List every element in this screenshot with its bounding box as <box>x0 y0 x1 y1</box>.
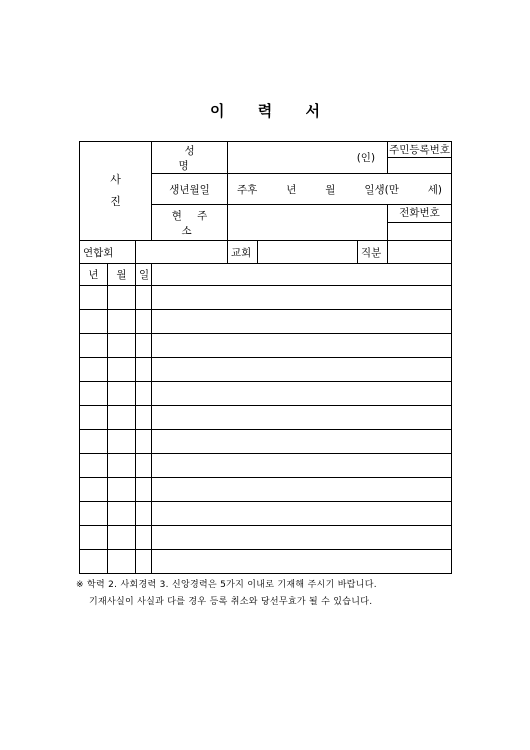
history-day-cell[interactable] <box>136 478 152 502</box>
history-month-cell[interactable] <box>108 358 136 382</box>
history-day-cell[interactable] <box>136 454 152 478</box>
history-year-cell[interactable] <box>80 406 108 430</box>
phone-cell[interactable] <box>388 205 452 241</box>
notes <box>76 577 377 611</box>
history-row <box>80 430 452 454</box>
history-row <box>80 334 452 358</box>
document-title: 이 력 서 <box>210 102 334 120</box>
history-year-cell[interactable] <box>80 310 108 334</box>
birth-day-age: 일생(만 <box>364 183 399 196</box>
history-month-cell[interactable] <box>108 382 136 406</box>
union-label: 연합회 <box>80 241 136 264</box>
history-row <box>80 358 452 382</box>
history-month-cell[interactable] <box>108 406 136 430</box>
position-field[interactable] <box>388 241 452 264</box>
history-header-row <box>80 264 452 286</box>
history-content-cell[interactable] <box>152 526 452 550</box>
history-day-cell[interactable] <box>136 334 152 358</box>
history-month-cell[interactable] <box>108 430 136 454</box>
address-field[interactable] <box>228 205 388 241</box>
history-header-year: 년 <box>80 264 108 286</box>
history-day-cell[interactable] <box>136 382 152 406</box>
photo-box <box>80 142 152 241</box>
history-content-cell[interactable] <box>152 430 452 454</box>
birth-field[interactable] <box>228 174 452 205</box>
history-year-cell[interactable] <box>80 550 108 574</box>
history-content-cell[interactable] <box>152 358 452 382</box>
birth-age-end: 세) <box>427 183 443 196</box>
birth-year: 년 <box>286 183 297 196</box>
history-content-cell[interactable] <box>152 406 452 430</box>
history-row <box>80 286 452 310</box>
history-day-cell[interactable] <box>136 502 152 526</box>
history-row <box>80 502 452 526</box>
history-content-cell[interactable] <box>152 550 452 574</box>
history-year-cell[interactable] <box>80 286 108 310</box>
resident-number-label: 주민등록번호 <box>389 144 450 156</box>
phone-label: 전화번호 <box>388 205 451 223</box>
history-row <box>80 310 452 334</box>
history-month-cell[interactable] <box>108 502 136 526</box>
history-content-cell[interactable] <box>152 502 452 526</box>
history-header-day: 일 <box>136 264 152 286</box>
history-row <box>80 478 452 502</box>
history-day-cell[interactable] <box>136 430 152 454</box>
history-table-body <box>80 286 452 574</box>
history-year-cell[interactable] <box>80 382 108 406</box>
church-field[interactable] <box>258 241 358 264</box>
history-header-month: 월 <box>108 264 136 286</box>
history-day-cell[interactable] <box>136 358 152 382</box>
union-field[interactable] <box>136 241 228 264</box>
resident-number-cell[interactable] <box>388 142 452 174</box>
history-month-cell[interactable] <box>108 334 136 358</box>
photo-label-line1: 사 <box>110 173 121 186</box>
resume-form <box>79 141 452 574</box>
history-header-content <box>152 264 452 286</box>
history-content-cell[interactable] <box>152 310 452 334</box>
history-year-cell[interactable] <box>80 334 108 358</box>
history-day-cell[interactable] <box>136 310 152 334</box>
resident-number-field[interactable] <box>388 158 451 174</box>
history-month-cell[interactable] <box>108 550 136 574</box>
history-day-cell[interactable] <box>136 550 152 574</box>
history-row <box>80 454 452 478</box>
history-month-cell[interactable] <box>108 454 136 478</box>
history-row <box>80 406 452 430</box>
history-month-cell[interactable] <box>108 310 136 334</box>
birth-month: 월 <box>325 183 336 196</box>
history-content-cell[interactable] <box>152 334 452 358</box>
phone-field[interactable] <box>388 223 451 241</box>
photo-label-line2: 진 <box>110 195 121 208</box>
history-row <box>80 382 452 406</box>
seal-mark: (인) <box>356 152 376 164</box>
history-content-cell[interactable] <box>152 382 452 406</box>
address-label: 현 주 소 <box>152 205 228 241</box>
history-content-cell[interactable] <box>152 478 452 502</box>
history-year-cell[interactable] <box>80 358 108 382</box>
history-year-cell[interactable] <box>80 454 108 478</box>
church-label: 교회 <box>228 241 258 264</box>
history-year-cell[interactable] <box>80 478 108 502</box>
history-content-cell[interactable] <box>152 454 452 478</box>
position-label: 직분 <box>358 241 388 264</box>
history-year-cell[interactable] <box>80 526 108 550</box>
history-day-cell[interactable] <box>136 406 152 430</box>
history-month-cell[interactable] <box>108 526 136 550</box>
history-year-cell[interactable] <box>80 502 108 526</box>
history-row <box>80 526 452 550</box>
history-year-cell[interactable] <box>80 430 108 454</box>
history-row <box>80 550 452 574</box>
history-month-cell[interactable] <box>108 478 136 502</box>
note-line-2: 기재사실이 사실과 다를 경우 등록 취소와 당선무효가 될 수 있습니다. <box>89 597 373 607</box>
birth-era: 주후 <box>237 183 258 196</box>
name-label: 성 명 <box>152 142 228 174</box>
birth-label: 생년월일 <box>152 174 228 205</box>
name-field[interactable] <box>228 142 388 174</box>
history-day-cell[interactable] <box>136 286 152 310</box>
history-content-cell[interactable] <box>152 286 452 310</box>
history-month-cell[interactable] <box>108 286 136 310</box>
note-line-1: ※ 학력 2. 사회경력 3. 신앙경력은 5가지 이내로 기재해 주시기 바랍니다. <box>76 580 377 590</box>
history-day-cell[interactable] <box>136 526 152 550</box>
